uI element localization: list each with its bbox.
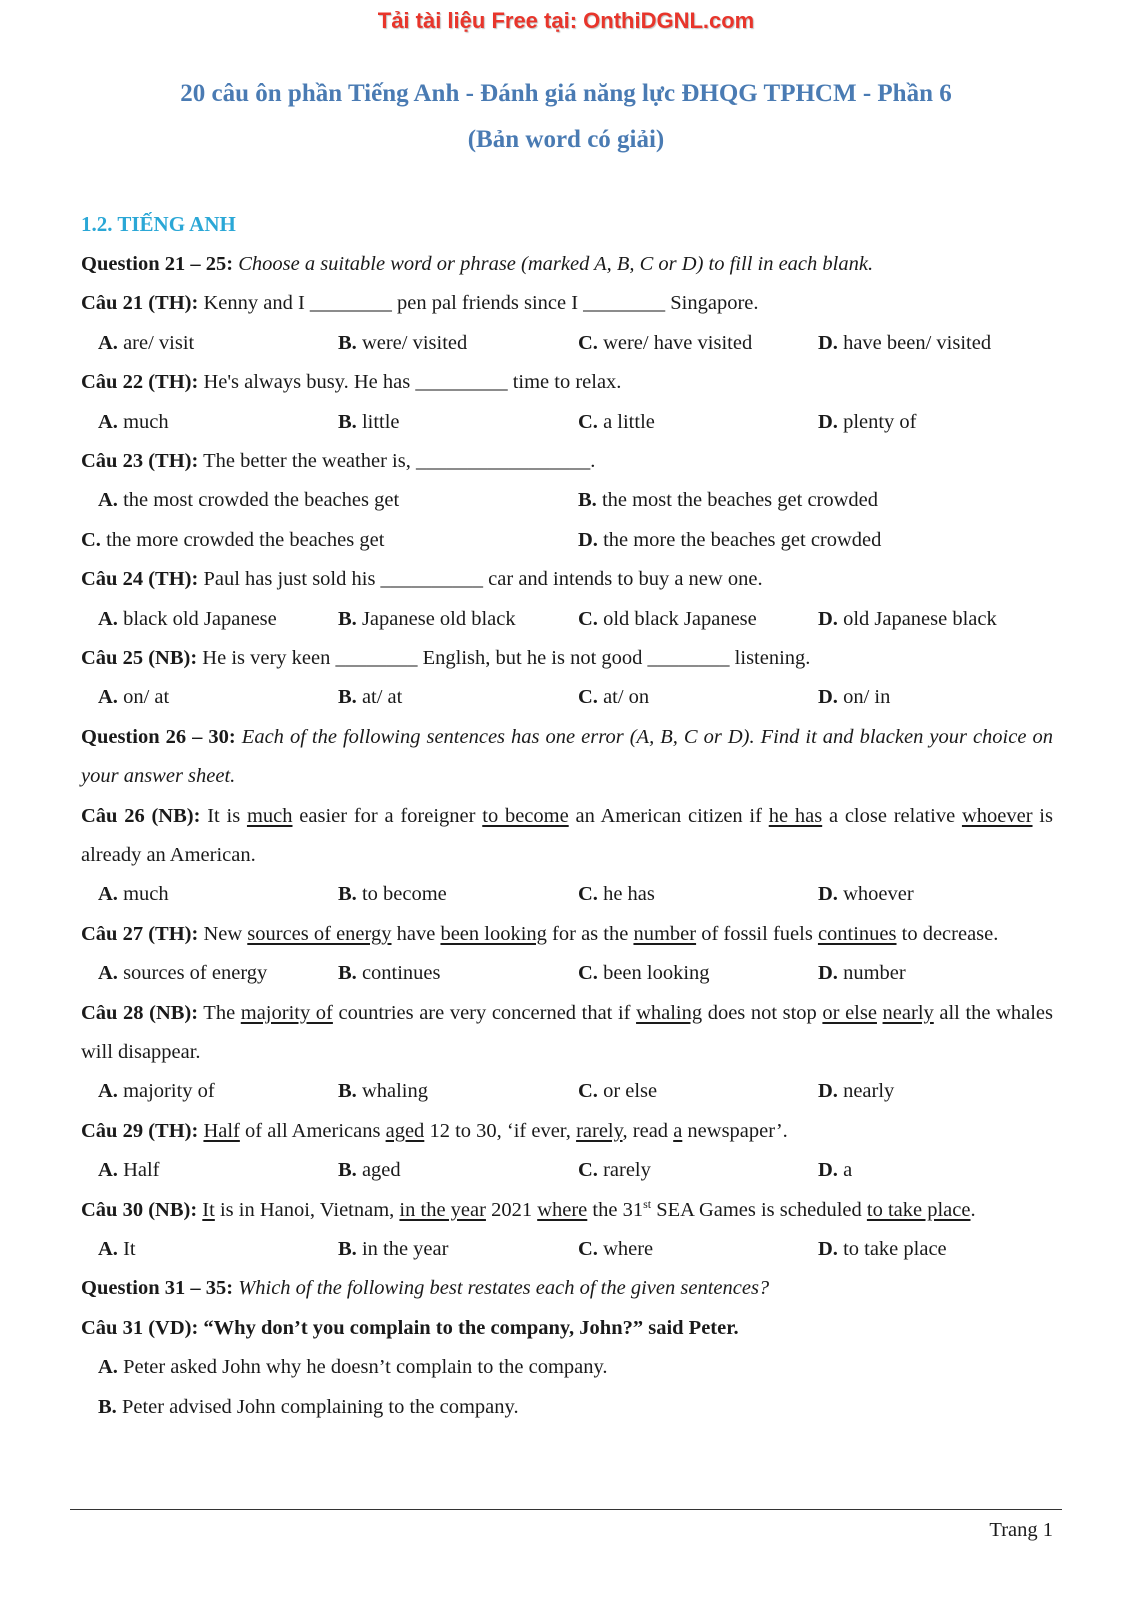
option-b[interactable] — [338, 1072, 428, 1111]
option-text: number — [843, 962, 906, 985]
group-heading: Question 31 – 35: — [81, 1277, 234, 1300]
stem-text: of all Americans — [239, 1119, 386, 1142]
option-d[interactable] — [578, 521, 881, 560]
option-letter: A. — [98, 1238, 118, 1260]
option-a[interactable] — [98, 600, 277, 639]
group-instruction-31-35 — [81, 1269, 1053, 1308]
question-26 — [81, 797, 1053, 876]
group-instruction-21-25 — [81, 245, 1053, 284]
option-a[interactable] — [98, 403, 169, 442]
question-number: Câu 27 (TH): — [81, 922, 199, 945]
option-text: majority of — [123, 1080, 215, 1103]
option-text: in the year — [361, 1238, 449, 1260]
option-text: on/ in — [843, 686, 891, 709]
question-24 — [81, 560, 1053, 599]
option-a[interactable] — [98, 1230, 136, 1269]
stem-text: a close relative — [822, 804, 962, 827]
option-text: where — [603, 1238, 654, 1260]
option-c[interactable] — [578, 875, 655, 914]
option-text: aged — [361, 1159, 401, 1182]
option-text: Peter advised John complaining to the company. — [121, 1395, 519, 1418]
option-text: old Japanese black — [843, 607, 997, 630]
option-letter: D. — [818, 1238, 838, 1260]
option-c[interactable] — [81, 521, 384, 560]
option-letter: D. — [818, 331, 838, 354]
option-c[interactable] — [578, 403, 655, 442]
option-text: Half — [123, 1159, 160, 1182]
underlined-part-d: a — [673, 1119, 683, 1142]
question-number: Câu 30 (NB): — [81, 1198, 198, 1221]
option-letter: A. — [98, 1080, 118, 1103]
underlined-part-b: whaling — [636, 1001, 703, 1024]
underlined-part-d: nearly — [882, 1001, 934, 1024]
question-number: Câu 21 (TH): — [81, 292, 199, 315]
option-letter: B. — [338, 686, 357, 709]
stem-text: of fossil fuels — [696, 922, 818, 945]
option-text: whoever — [843, 883, 914, 906]
option-text: the more the beaches get crowded — [603, 528, 882, 551]
group-instruction-text: Choose a suitable word or phrase (marked A, B, C or D) to fill in each blank. — [233, 253, 874, 275]
option-letter: C. — [578, 331, 598, 354]
page-number: Trang 1 — [989, 1519, 1053, 1541]
stem-text: The — [198, 1001, 241, 1024]
option-text: continues — [361, 962, 441, 985]
underlined-part-a: much — [246, 804, 293, 827]
option-letter: B. — [338, 607, 357, 630]
option-d[interactable] — [818, 678, 890, 717]
options-26 — [81, 875, 1053, 914]
option-text: a little — [603, 410, 655, 433]
option-text: rarely — [603, 1159, 651, 1182]
option-a[interactable] — [98, 1151, 160, 1190]
ordinal-suffix: st — [643, 1196, 652, 1211]
option-text: on/ at — [123, 686, 170, 709]
option-d[interactable] — [818, 875, 914, 914]
stem-text: is already an American. — [81, 804, 1053, 866]
question-stem: He is very keen ________ English, but he is not good ________ listening. — [197, 646, 811, 669]
underlined-part-b: to become — [482, 804, 569, 827]
option-letter: C. — [578, 1080, 598, 1103]
option-a[interactable] — [98, 875, 169, 914]
option-text: Peter asked John why he doesn’t complain to the company. — [123, 1356, 608, 1379]
option-d[interactable] — [818, 403, 917, 442]
stem-text: newspaper’. — [682, 1119, 788, 1142]
option-text: little — [361, 410, 400, 433]
option-letter: A. — [98, 410, 118, 433]
option-text: much — [123, 410, 169, 433]
option-b[interactable] — [81, 1388, 1053, 1427]
option-letter: D. — [818, 962, 838, 985]
option-text: It — [123, 1238, 136, 1260]
stem-text: an American citizen if — [568, 804, 769, 827]
option-b[interactable] — [338, 600, 516, 639]
option-text: plenty of — [843, 410, 917, 433]
stem-text: is in Hanoi, Vietnam, — [214, 1198, 400, 1221]
question-21 — [81, 284, 1053, 323]
option-b[interactable] — [338, 1230, 448, 1269]
option-c[interactable] — [578, 1072, 657, 1111]
option-letter: B. — [338, 962, 357, 985]
group-instruction-text: Each of the following sentences has one error (A, B, C or D). Find it and blacken your choice on your answer sheet. — [81, 725, 1053, 788]
option-d[interactable] — [818, 954, 906, 993]
option-text: are/ visit — [123, 331, 195, 354]
stem-text: does not stop — [702, 1001, 823, 1024]
options-29 — [81, 1151, 1053, 1190]
option-text: a — [843, 1159, 853, 1182]
option-letter: C. — [578, 410, 598, 433]
question-31 — [81, 1309, 1053, 1348]
question-29 — [81, 1112, 1053, 1151]
question-22 — [81, 363, 1053, 402]
options-22 — [81, 403, 1053, 442]
options-24 — [81, 600, 1053, 639]
question-number: Câu 31 (VD): — [81, 1316, 199, 1339]
option-letter: A. — [98, 607, 118, 630]
option-letter: B. — [338, 1238, 357, 1260]
option-letter: B. — [98, 1395, 117, 1418]
option-a[interactable] — [81, 1348, 1053, 1387]
option-b[interactable] — [338, 403, 400, 442]
question-number: Câu 28 (NB): — [81, 1001, 199, 1024]
option-text: the more crowded the beaches get — [106, 528, 385, 551]
question-30 — [81, 1191, 1053, 1230]
option-text: were/ have visited — [603, 331, 753, 354]
stem-text: countries are very concerned that if — [332, 1001, 637, 1024]
stem-text: all the whales will disappear. — [81, 1001, 1053, 1063]
option-letter: C. — [578, 883, 598, 906]
options-30 — [81, 1230, 1053, 1269]
underlined-part-b: continues — [817, 922, 897, 945]
option-text: the most the beaches get crowded — [601, 489, 879, 512]
option-text: Japanese old black — [361, 607, 516, 630]
stem-text: easier for a foreigner — [292, 804, 483, 827]
question-stem: Kenny and I ________ pen pal friends since I ________ Singapore. — [198, 292, 759, 315]
underlined-part-d: to take place — [866, 1198, 971, 1221]
footer-divider — [70, 1509, 1062, 1510]
download-banner[interactable]: Tải tài liệu Free tại: OnthiDGNL.com — [377, 8, 755, 33]
option-letter: A. — [98, 1159, 118, 1182]
stem-text: , read — [622, 1119, 674, 1142]
option-c[interactable] — [578, 1151, 651, 1190]
option-letter: C. — [578, 686, 598, 709]
option-text: old black Japanese — [603, 607, 757, 630]
option-letter: A. — [98, 489, 118, 512]
option-letter: D. — [578, 528, 598, 551]
underlined-part-a: sources of energy — [247, 922, 392, 945]
underlined-part-a: majority of — [240, 1001, 333, 1024]
question-number: Câu 22 (TH): — [81, 371, 199, 394]
underlined-part-c: where — [537, 1198, 588, 1221]
group-instruction-text: Which of the following best restates each of the given sentences? — [233, 1277, 770, 1300]
option-letter: B. — [578, 489, 597, 512]
options-21 — [81, 324, 1053, 363]
option-text: the most crowded the beaches get — [123, 489, 400, 512]
underlined-part-c: or else — [822, 1001, 877, 1024]
stem-text: for as the — [546, 922, 634, 945]
option-text: sources of energy — [123, 962, 268, 985]
option-text: black old Japanese — [123, 607, 277, 630]
underlined-part-c: he has — [768, 804, 823, 827]
question-28 — [81, 994, 1053, 1073]
stem-text: 2021 — [485, 1198, 538, 1221]
question-27 — [81, 915, 1053, 954]
option-d[interactable] — [818, 324, 991, 363]
option-d[interactable] — [818, 1151, 852, 1190]
option-text: have been/ visited — [843, 331, 992, 354]
question-stem: He's always busy. He has _________ time to relax. — [198, 371, 622, 394]
group-heading: Question 21 – 25: — [81, 253, 234, 275]
question-number: Câu 29 (TH): — [81, 1119, 199, 1142]
question-content — [81, 245, 1053, 1427]
option-letter: B. — [338, 331, 357, 354]
options-28 — [81, 1072, 1053, 1111]
question-number: Câu 23 (TH): — [81, 450, 199, 472]
option-letter: C. — [578, 607, 598, 630]
option-letter: D. — [818, 1159, 838, 1182]
option-letter: C. — [578, 962, 598, 985]
option-letter: A. — [98, 962, 118, 985]
option-letter: B. — [338, 410, 357, 433]
option-c[interactable] — [578, 1230, 653, 1269]
option-text: to become — [361, 883, 447, 906]
option-b[interactable] — [338, 875, 447, 914]
option-c[interactable] — [578, 954, 710, 993]
option-letter: A. — [98, 883, 118, 906]
option-letter: B. — [338, 1080, 357, 1103]
underlined-part-d: number — [633, 922, 697, 945]
options-25 — [81, 678, 1053, 717]
option-b[interactable] — [338, 678, 402, 717]
option-a[interactable] — [98, 324, 194, 363]
document-title: 20 câu ôn phần Tiếng Anh - Đánh giá năng lực ĐHQG TPHCM - Phần 6 — [180, 80, 952, 107]
option-d[interactable] — [818, 1230, 947, 1269]
question-stem: “Why don’t you complain to the company, John?” said Peter. — [198, 1316, 739, 1339]
option-letter: A. — [98, 331, 118, 354]
option-letter: D. — [818, 883, 838, 906]
option-c[interactable] — [578, 324, 752, 363]
question-number: Câu 26 (NB): — [81, 804, 201, 827]
option-text: nearly — [843, 1080, 895, 1103]
stem-text: SEA Games is scheduled — [651, 1198, 867, 1221]
options-23-row2 — [81, 521, 1053, 560]
option-letter: B. — [338, 883, 357, 906]
option-letter: D. — [818, 686, 838, 709]
option-letter: C. — [81, 528, 101, 551]
options-27 — [81, 954, 1053, 993]
option-c[interactable] — [578, 600, 757, 639]
stem-text: to decrease. — [896, 922, 999, 945]
underlined-part-c: been looking — [440, 922, 547, 945]
document-subtitle: (Bản word có giải) — [467, 126, 665, 153]
option-letter: D. — [818, 607, 838, 630]
group-instruction-26-30 — [81, 718, 1053, 797]
option-a[interactable] — [98, 1072, 215, 1111]
section-heading: 1.2. TIẾNG ANH — [81, 212, 236, 236]
stem-text: 12 to 30, ‘if ever, — [424, 1119, 577, 1142]
option-d[interactable] — [818, 600, 997, 639]
option-a[interactable] — [98, 954, 267, 993]
option-c[interactable] — [578, 678, 649, 717]
stem-text: the 31 — [587, 1198, 644, 1221]
stem-text: . — [970, 1198, 976, 1221]
option-text: at/ at — [361, 686, 403, 709]
option-text: to take place — [843, 1238, 947, 1260]
option-text: or else — [603, 1080, 658, 1103]
question-25 — [81, 639, 1053, 678]
option-letter: C. — [578, 1159, 598, 1182]
underlined-part-d: whoever — [961, 804, 1033, 827]
option-text: much — [123, 883, 169, 906]
option-letter: B. — [338, 1159, 357, 1182]
option-text: been looking — [603, 962, 710, 985]
option-text: whaling — [361, 1080, 428, 1103]
question-23 — [81, 442, 1053, 481]
option-a[interactable] — [98, 481, 399, 520]
option-b[interactable] — [338, 1151, 401, 1190]
question-number: Câu 24 (TH): — [81, 568, 199, 591]
group-heading: Question 26 – 30: — [81, 725, 236, 748]
option-text: at/ on — [603, 686, 650, 709]
option-letter: A. — [98, 1356, 118, 1379]
stem-text: New — [198, 922, 248, 945]
option-letter: C. — [578, 1238, 598, 1260]
underlined-part-b: aged — [385, 1119, 425, 1142]
stem-text: have — [391, 922, 441, 945]
question-stem: Paul has just sold his __________ car and intends to buy a new one. — [198, 568, 763, 591]
option-b[interactable] — [338, 324, 467, 363]
option-text: he has — [603, 883, 655, 906]
option-d[interactable] — [818, 1072, 894, 1111]
option-b[interactable] — [578, 481, 878, 520]
underlined-part-a: Half — [203, 1119, 240, 1142]
question-number: Câu 25 (NB): — [81, 646, 198, 669]
option-a[interactable] — [98, 678, 169, 717]
question-stem: The better the weather is, _________________. — [198, 450, 596, 472]
underlined-part-b: in the year — [399, 1198, 486, 1221]
underlined-part-c: rarely — [576, 1119, 623, 1142]
underlined-part-a: It — [202, 1198, 215, 1221]
option-letter: D. — [818, 410, 838, 433]
option-text: were/ visited — [361, 331, 468, 354]
options-23-row1 — [81, 481, 1053, 520]
option-b[interactable] — [338, 954, 441, 993]
option-letter: D. — [818, 1080, 838, 1103]
stem-text: It is — [200, 804, 247, 827]
option-letter: A. — [98, 686, 118, 709]
